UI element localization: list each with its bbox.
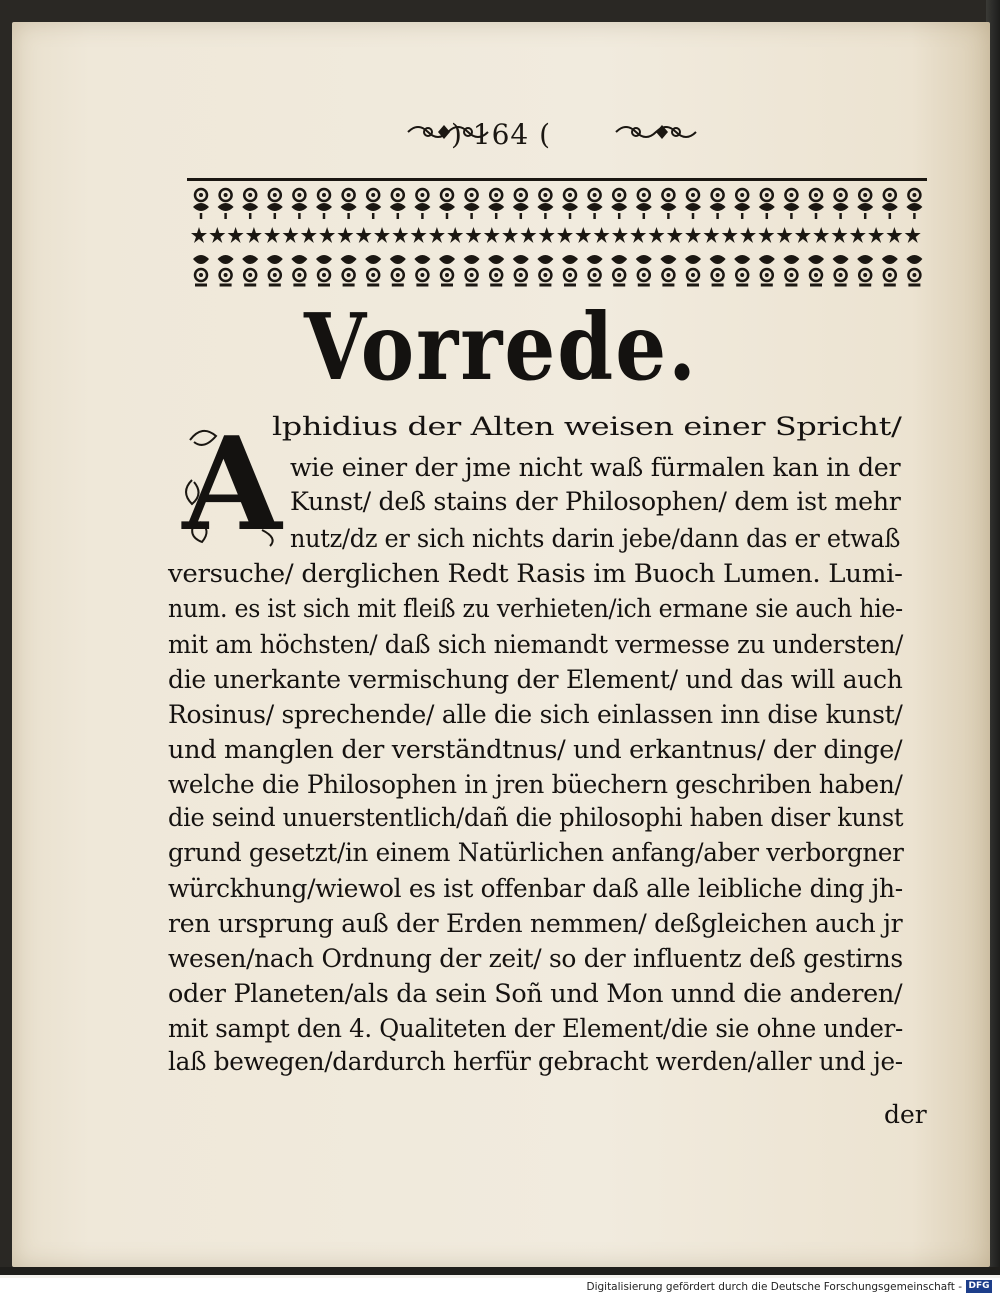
text-line: Rosinus/ sprechende/ alle die sich einlassen inn dise kunst/ xyxy=(168,700,903,729)
ornament-glyph xyxy=(193,255,209,285)
text-line: num. es ist sich mit fleiß zu verhieten/ich ermane sie auch hie- xyxy=(168,594,903,623)
ornament-glyph xyxy=(562,189,578,219)
ornament-glyph xyxy=(242,189,258,219)
ornament-glyph xyxy=(795,227,811,243)
ornament-glyph xyxy=(390,189,406,219)
catchword: der xyxy=(884,1100,927,1129)
ornament-glyph xyxy=(341,189,357,219)
ornament-glyph xyxy=(636,255,652,285)
ornament-glyph xyxy=(264,227,280,243)
dfg-logo-icon: DFG xyxy=(966,1280,992,1293)
ornament-glyph xyxy=(374,227,390,243)
ornament-glyph xyxy=(722,227,738,243)
text-line: welche die Philosophen in jren büechern geschriben haben/ xyxy=(168,770,903,799)
digitization-footer xyxy=(0,1278,1000,1296)
text-line: ren ursprung auß der Erden nemmen/ deßgleichen auch jr xyxy=(168,909,903,938)
text-line: die seind unuerstentlich/dañ die philosophi haben diser kunst xyxy=(168,803,904,832)
text-line: laß bewegen/dardurch herfür gebracht werden/aller und je- xyxy=(168,1047,903,1076)
ornament-glyph xyxy=(649,227,665,243)
ornament-glyph xyxy=(316,255,332,285)
text-line: würckhung/wiewol es ist offenbar daß alle leibliche ding jh- xyxy=(168,874,903,903)
ornament-glyph xyxy=(906,189,922,219)
ornament-glyph xyxy=(758,227,774,243)
ornament-glyph xyxy=(539,227,555,243)
section-heading: Vorrede. xyxy=(304,292,698,402)
vignette-right-ornament xyxy=(612,120,702,144)
text-line: nutz/dz er sich nichts darin jebe/dann das er etwaß xyxy=(290,524,901,553)
text-line: Kunst/ deß stains der Philosophen/ dem ist mehr xyxy=(290,487,901,516)
ornament-glyph xyxy=(710,255,726,285)
ornament-glyph xyxy=(612,227,628,243)
ornament-glyph xyxy=(390,255,406,285)
ornament-glyph xyxy=(267,255,283,285)
ornament-glyph xyxy=(906,255,922,285)
text-line: wie einer der jme nicht waß fürmalen kan in der xyxy=(290,453,901,482)
page-number: ) 164 ( xyxy=(450,118,552,151)
ornament-glyph xyxy=(464,255,480,285)
ornament-glyph xyxy=(833,189,849,219)
ornament-glyph xyxy=(537,255,553,285)
ornament-glyph xyxy=(218,189,234,219)
ornament-glyph xyxy=(777,227,793,243)
ornament-glyph xyxy=(660,255,676,285)
ornament-glyph xyxy=(813,227,829,243)
ornament-glyph xyxy=(905,227,921,243)
ornament-glyph xyxy=(685,227,701,243)
ornament-glyph xyxy=(502,227,518,243)
book-cover-bottom-edge xyxy=(0,1267,1000,1275)
ornament-glyph xyxy=(319,227,335,243)
text-line: oder Planeten/als da sein Soñ und Mon unnd die anderen/ xyxy=(168,979,903,1008)
ornament-glyph xyxy=(520,227,536,243)
ornament-glyph xyxy=(484,227,500,243)
text-line: mit am höchsten/ daß sich niemandt vermesse zu understen/ xyxy=(168,630,904,659)
text-line: grund gesetzt/in einem Natürlichen anfang/aber verborgner xyxy=(168,838,904,867)
paper-page xyxy=(12,22,990,1267)
ornament-glyph xyxy=(301,227,317,243)
ornament-glyph xyxy=(587,189,603,219)
ornament-glyph xyxy=(685,255,701,285)
ornament-glyph xyxy=(630,227,646,243)
ornament-glyph xyxy=(439,255,455,285)
ornament-glyph xyxy=(868,227,884,243)
ornament-glyph xyxy=(594,227,610,243)
text-line: versuche/ derglichen Redt Rasis im Buoch Lumen. Lumi- xyxy=(168,559,903,588)
text-line: mit sampt den 4. Qualiteten der Element/die sie ohne under- xyxy=(168,1014,903,1043)
drop-cap xyxy=(182,410,282,560)
ornament-glyph xyxy=(759,255,775,285)
ornament-glyph xyxy=(783,255,799,285)
ornament-glyph xyxy=(685,189,701,219)
ornament-glyph xyxy=(341,255,357,285)
ornament-glyph xyxy=(833,255,849,285)
ornament-glyph xyxy=(537,189,553,219)
ornament-glyph xyxy=(857,255,873,285)
ornament-glyph xyxy=(283,227,299,243)
ornament-glyph xyxy=(886,227,902,243)
ornament-glyph xyxy=(414,255,430,285)
ornament-glyph xyxy=(193,189,209,219)
ornament-glyph xyxy=(464,189,480,219)
text-line: die unerkante vermischung der Element/ und das will auch xyxy=(168,665,903,694)
ornament-glyph xyxy=(850,227,866,243)
ornament-glyph xyxy=(439,189,455,219)
ornament-glyph xyxy=(447,227,463,243)
ornament-glyph xyxy=(734,189,750,219)
ornament-glyph xyxy=(488,255,504,285)
text-line: wesen/nach Ordnung der zeit/ so der influentz deß gestirns xyxy=(168,944,903,973)
ornament-glyph xyxy=(575,227,591,243)
ornament-glyph xyxy=(882,255,898,285)
ornament-glyph xyxy=(228,227,244,243)
text-line: lphidius der Alten weisen einer Spricht/ xyxy=(272,412,902,441)
ornament-glyph xyxy=(740,227,756,243)
decorative-border-ornament xyxy=(187,185,927,295)
footer-credit-text: Digitalisierung gefördert durch die Deutsche Forschungsgemeinschaft - xyxy=(586,1281,962,1293)
ornament-glyph xyxy=(587,255,603,285)
ornament-glyph xyxy=(365,255,381,285)
text-line: und manglen der verständtnus/ und erkantnus/ der dinge/ xyxy=(168,735,903,764)
ornament-glyph xyxy=(710,189,726,219)
ornament-glyph xyxy=(562,255,578,285)
ornament-glyph xyxy=(365,189,381,219)
ornament-glyph xyxy=(291,255,307,285)
ornament-glyph xyxy=(209,227,225,243)
ornament-glyph xyxy=(808,189,824,219)
ornament-glyph xyxy=(466,227,482,243)
ornament-glyph xyxy=(759,189,775,219)
ornament-glyph xyxy=(611,189,627,219)
header-rule xyxy=(187,178,927,181)
ornament-glyph xyxy=(414,189,430,219)
ornament-glyph xyxy=(411,227,427,243)
ornament-glyph xyxy=(832,227,848,243)
ornament-glyph xyxy=(882,189,898,219)
ornament-glyph xyxy=(242,255,258,285)
ornament-glyph xyxy=(191,227,207,243)
ornament-glyph xyxy=(513,255,529,285)
ornament-glyph xyxy=(636,189,652,219)
ornament-glyph xyxy=(356,227,372,243)
ornament-glyph xyxy=(218,255,234,285)
ornament-glyph xyxy=(513,189,529,219)
ornament-glyph xyxy=(246,227,262,243)
ornament-glyph xyxy=(667,227,683,243)
ornament-glyph xyxy=(611,255,627,285)
ornament-glyph xyxy=(703,227,719,243)
ornament-glyph xyxy=(808,255,824,285)
ornament-glyph xyxy=(429,227,445,243)
ornament-glyph xyxy=(557,227,573,243)
drop-cap-letter: A xyxy=(182,410,282,560)
ornament-glyph xyxy=(857,189,873,219)
ornament-glyph xyxy=(734,255,750,285)
ornament-glyph xyxy=(783,189,799,219)
ornament-glyph xyxy=(267,189,283,219)
ornament-glyph xyxy=(660,189,676,219)
ornament-glyph xyxy=(337,227,353,243)
ornament-glyph xyxy=(316,189,332,219)
ornament-glyph xyxy=(488,189,504,219)
ornament-glyph xyxy=(291,189,307,219)
ornament-glyph xyxy=(392,227,408,243)
